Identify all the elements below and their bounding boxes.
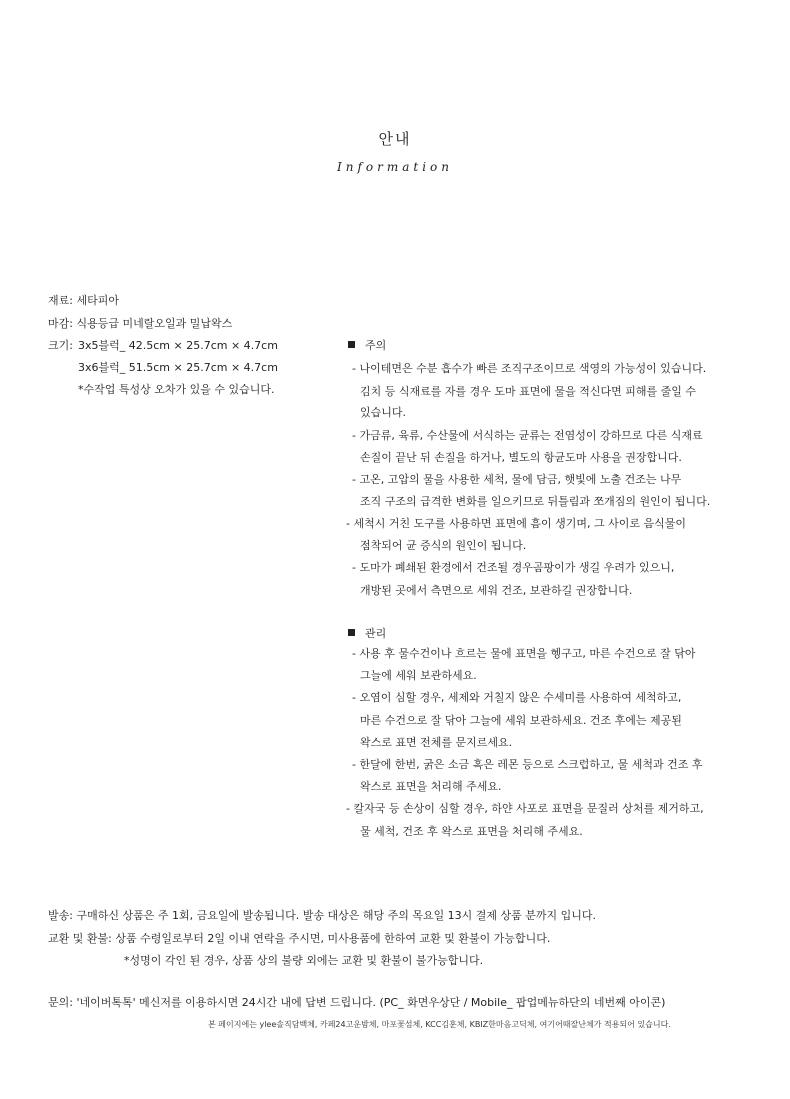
caution-line: 점착되어 균 증식의 원인이 됩니다. — [360, 539, 527, 552]
care-line: 마른 수건으로 잘 닦아 그늘에 세워 보관하세요. 건조 후에는 제공된 — [360, 714, 682, 727]
caution-line: - 나이테면은 수분 흡수가 빠른 조직구조이므로 색영의 가능성이 있습니다. — [352, 362, 707, 375]
caution-line: - 고온, 고압의 물을 사용한 세척, 물에 담금, 햇빛에 노출 건조는 나무 — [352, 473, 682, 486]
material-text: 재료: 세타피아 — [48, 294, 119, 307]
caution-heading-label: 주의 — [365, 339, 387, 352]
finish-text: 마감: 식용등급 미네랄오일과 밀납왁스 — [48, 317, 233, 330]
caution-line: 개방된 곳에서 측면으로 세워 건조, 보관하길 권장합니다. — [360, 584, 633, 597]
size-note: *수작업 특성상 오차가 있을 수 있습니다. — [78, 383, 275, 396]
page-title: 안내 — [378, 130, 412, 148]
exchange-note: *성명이 각인 된 경우, 상품 상의 불량 외에는 교환 및 환불이 불가능합니다. — [124, 954, 484, 967]
square-bullet-icon — [348, 629, 355, 636]
fonts-footnote: 본 페이지에는 ylee솔직담백체, 카페24고운밤체, 마포꽃섬체, KCC김훈체, KBIZ한마음고딕체, 여기어때잘난체가 적용되어 있습니다. — [208, 1020, 671, 1029]
caution-line: - 도마가 폐쇄된 환경에서 건조될 경우곰팡이가 생길 우려가 있으니, — [352, 561, 675, 574]
size-label: 크기: — [48, 339, 73, 352]
caution-line: 김치 등 식재료를 자를 경우 도마 표면에 물을 적신다면 피해를 줄일 수 — [360, 385, 696, 398]
size-3x6: 3x6블럭_ 51.5cm × 25.7cm × 4.7cm — [78, 361, 278, 374]
caution-line: - 세척시 거친 도구를 사용하면 표면에 흠이 생기며, 그 사이로 음식물이 — [346, 517, 686, 530]
contact-text: 문의: '네이버톡톡' 메신저를 이용하시면 24시간 내에 답변 드립니다. (PC_ 화면우상단 / Mobile_ 팝업메뉴하단의 네번째 아이콘) — [48, 996, 666, 1009]
page-subtitle: Information — [336, 160, 454, 174]
square-bullet-icon — [348, 341, 355, 348]
exchange-text: 교환 및 환불: 상품 수령일로부터 2일 이내 연락을 주시면, 미사용품에 한하여 교환 및 환불이 가능합니다. — [48, 932, 551, 945]
care-heading-label: 관리 — [365, 627, 387, 640]
care-line: - 사용 후 물수건이나 흐르는 물에 표면을 헹구고, 마른 수건으로 잘 닦아 — [352, 647, 696, 660]
care-line: - 오염이 심할 경우, 세제와 거칠지 않은 수세미를 사용하여 세척하고, — [352, 691, 682, 704]
care-heading — [348, 627, 386, 641]
care-line: - 칼자국 등 손상이 심할 경우, 하얀 사포로 표면을 문질러 상처를 제거하고, — [346, 802, 704, 815]
size-3x5: 3x5블럭_ 42.5cm × 25.7cm × 4.7cm — [78, 339, 278, 352]
care-line: 왁스로 표면을 처리해 주세요. — [360, 780, 502, 793]
caution-line: 있습니다. — [360, 406, 407, 419]
caution-line: 손질이 끝난 뒤 손질을 하거나, 별도의 항균도마 사용을 권장합니다. — [360, 451, 682, 464]
care-line: - 한달에 한번, 굵은 소금 혹은 레몬 등으로 스크럽하고, 물 세척과 건조 후 — [352, 758, 703, 771]
caution-line: 조직 구조의 급격한 변화를 일으키므로 뒤틀림과 쪼개짐의 원인이 됩니다. — [360, 495, 711, 508]
care-line: 물 세척, 건조 후 왁스로 표면을 처리해 주세요. — [360, 825, 583, 838]
care-line: 그늘에 세워 보관하세요. — [360, 669, 477, 682]
shipping-text: 발송: 구매하신 상품은 주 1회, 금요일에 발송됩니다. 발송 대상은 해당 주의 목요일 13시 결제 상품 분까지 입니다. — [48, 909, 597, 922]
caution-line: - 가금류, 육류, 수산물에 서식하는 균류는 전염성이 강하므로 다른 식재료 — [352, 429, 703, 442]
caution-heading — [348, 339, 386, 353]
care-line: 왁스로 표면 전체를 문지르세요. — [360, 736, 513, 749]
